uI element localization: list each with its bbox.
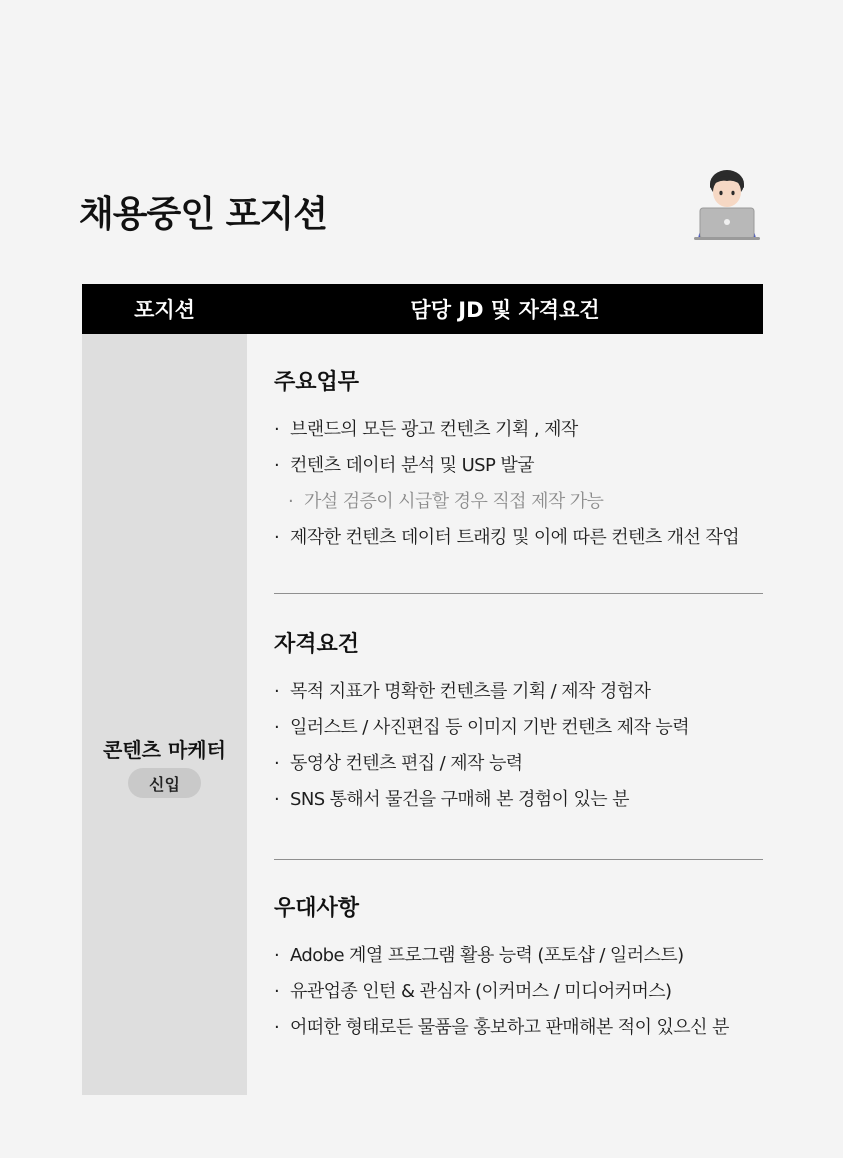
- list-item: [274, 782, 763, 818]
- bullet: ·: [274, 981, 280, 1002]
- item-text: 어떠한 형태로든 물품을 홍보하고 판매해본 적이 있으신 분: [290, 1017, 729, 1038]
- position-name: 콘텐츠 마케터: [103, 738, 226, 762]
- item-text: 컨텐츠 데이터 분석 및 USP 발굴: [290, 455, 534, 476]
- bullet: ·: [274, 455, 280, 476]
- jd-column: [247, 334, 763, 1095]
- item-text: 가설 검증이 시급할 경우 직접 제작 가능: [304, 491, 604, 512]
- table-body: [82, 334, 763, 1095]
- bullet: ·: [274, 419, 280, 440]
- bullet: ·: [288, 491, 294, 512]
- divider: [274, 593, 763, 594]
- list-item: [274, 938, 763, 974]
- section-title: 우대사항: [274, 896, 360, 921]
- section-preferred: [274, 894, 763, 1046]
- bullet: ·: [274, 945, 280, 966]
- table-header: [82, 284, 763, 334]
- sub-list-item: [274, 484, 763, 520]
- bullet: ·: [274, 527, 280, 548]
- section-title: 주요업무: [274, 370, 360, 395]
- list-item: [274, 412, 763, 448]
- section-qualifications: [274, 630, 763, 818]
- item-text: 일러스트 / 사진편집 등 이미지 기반 컨텐츠 제작 능력: [290, 717, 689, 738]
- bullet: ·: [274, 753, 280, 774]
- header-position: 포지션: [134, 298, 195, 322]
- divider: [274, 859, 763, 860]
- bullet: ·: [274, 1017, 280, 1038]
- item-text: 동영상 컨텐츠 편집 / 제작 능력: [290, 753, 523, 774]
- item-text: 제작한 컨텐츠 데이터 트래킹 및 이에 따른 컨텐츠 개선 작업: [290, 527, 740, 548]
- position-table: [82, 284, 763, 1095]
- list-item: [274, 674, 763, 710]
- item-text: 목적 지표가 명확한 컨텐츠를 기획 / 제작 경험자: [290, 681, 651, 702]
- technologist-icon: [694, 166, 760, 240]
- list-item: [274, 974, 763, 1010]
- section-title: 자격요건: [274, 632, 360, 657]
- item-text: 유관업종 인턴 & 관심자 (이커머스 / 미디어커머스): [290, 981, 672, 1002]
- bullet: ·: [274, 681, 280, 702]
- bullet: ·: [274, 789, 280, 810]
- header-jd: 담당 JD 및 자격요건: [410, 298, 600, 322]
- page-title: 채용중인 포지션: [79, 194, 327, 235]
- section-main-duties: [274, 368, 763, 556]
- item-text: Adobe 계열 프로그램 활용 능력 (포토샵 / 일러스트): [290, 945, 684, 966]
- list-item: [274, 710, 763, 746]
- list-item: [274, 746, 763, 782]
- item-text: SNS 통해서 물건을 구매해 본 경험이 있는 분: [290, 789, 629, 810]
- list-item: [274, 1010, 763, 1046]
- status-badge: 신입: [128, 768, 201, 798]
- list-item: [274, 520, 763, 556]
- bullet: ·: [274, 717, 280, 738]
- position-column: [82, 334, 247, 1095]
- item-text: 브랜드의 모든 광고 컨텐츠 기획 , 제작: [290, 419, 578, 440]
- list-item: [274, 448, 763, 484]
